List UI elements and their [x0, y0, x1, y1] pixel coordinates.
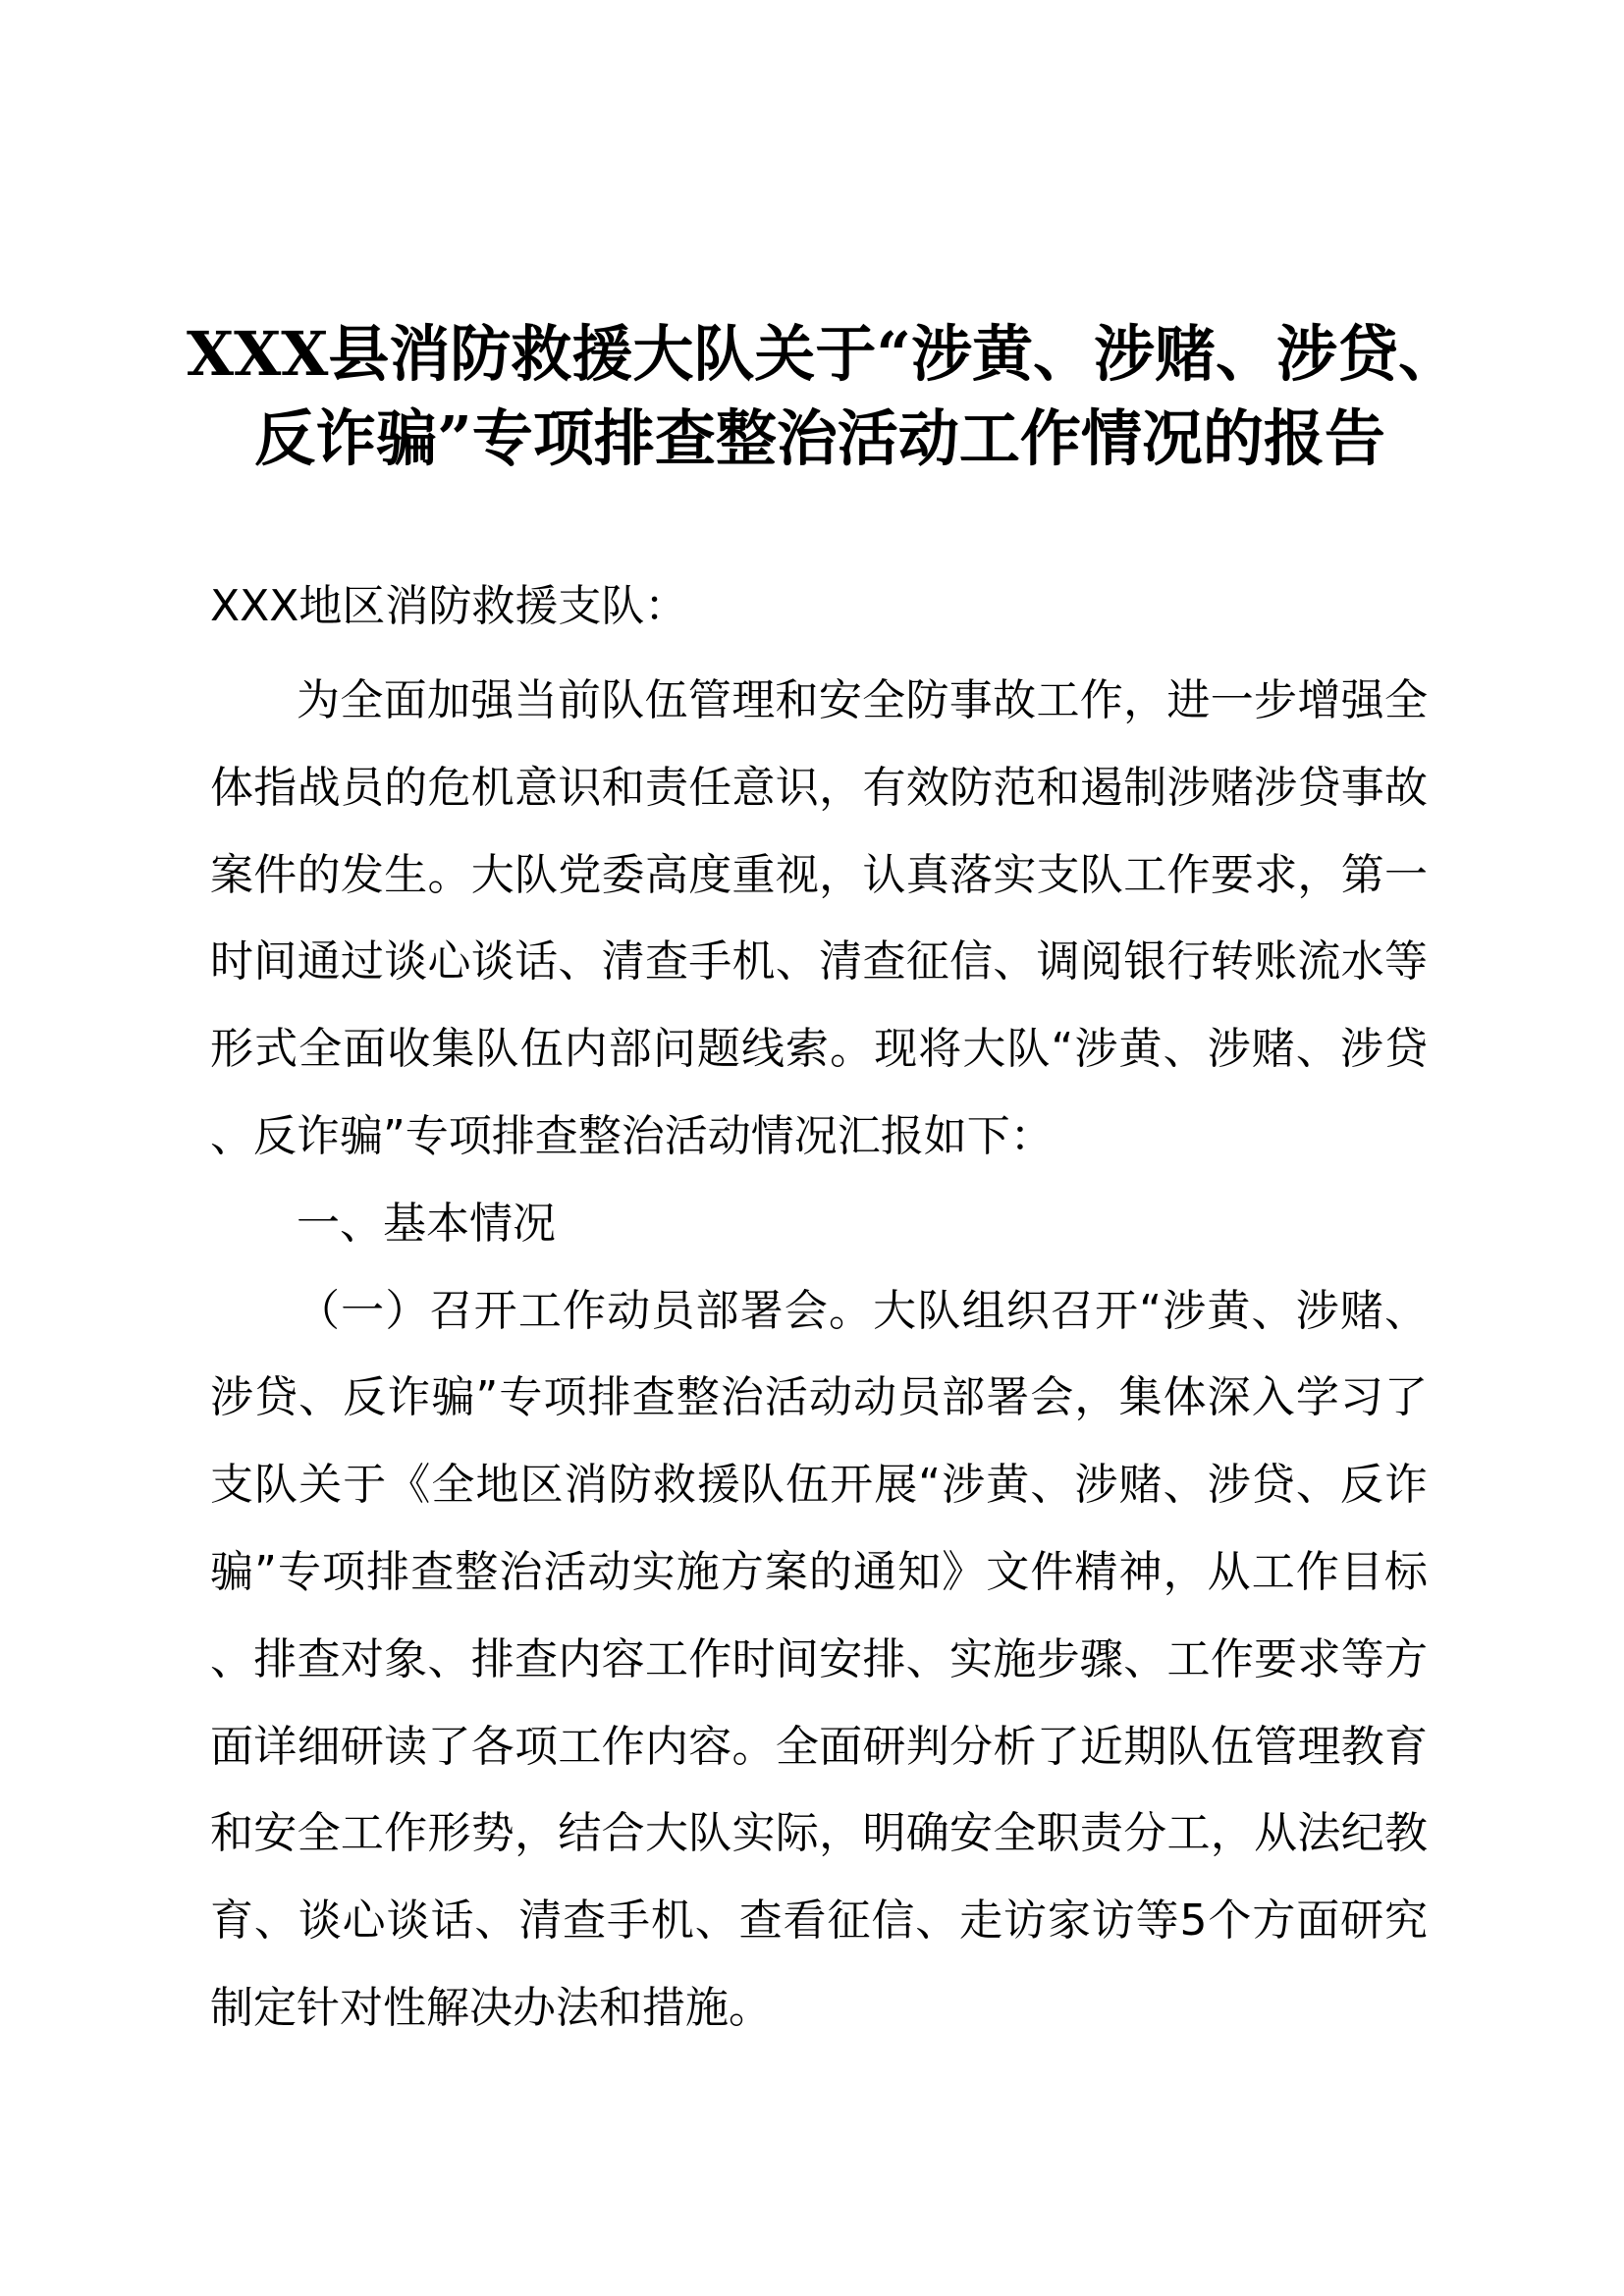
document-title [187, 312, 1459, 481]
intro-paragraph: 为全面加强当前队伍管理和安全防事故工作，进一步增强全体指战员的危机意识和责任意识，有效防范和遏制涉赌涉贷事故案件的发生。大队党委高度重视，认真落实支队工作要求，第一时间通过谈心谈话、清查手机、清查征信、调阅银行转账流水等形式全面收集队伍内部问题线索。现将大队“涉黄、涉赌、涉贷、反诈骗”专项排查整治活动情况汇报如下： [210, 675, 1428, 1161]
title-line-2: 反诈骗”专项排查整治活动工作情况的报告 [254, 402, 1385, 474]
document-body [210, 658, 1428, 2053]
salutation: XXX地区消防救援支队： [210, 581, 688, 631]
subsection-paragraph-mobilization-meeting: （一）召开工作动员部署会。大队组织召开“涉黄、涉赌、涉贷、反诈骗”专项排查整治活动动员部署会，集体深入学习了支队关于《全地区消防救援队伍开展“涉黄、涉赌、涉贷、反诈骗”专项排查整治活动实施方案的通知》文件精神，从工作目标、排查对象、排查内容工作时间安排、实施步骤、工作要求等方面详细研读了各项工作内容。全面研判分析了近期队伍管理教育和安全工作形势，结合大队实际，明确安全职责分工，从法纪教育、谈心谈话、清查手机、查看征信、走访家访等5个方面研究制定针对性解决办法和措施。 [210, 1285, 1428, 2033]
title-line-1: XXX县消防救援大队关于“涉黄、涉赌、涉贷、 [187, 318, 1459, 390]
section-heading-basic-situation: 一、基本情况 [297, 1198, 556, 1249]
